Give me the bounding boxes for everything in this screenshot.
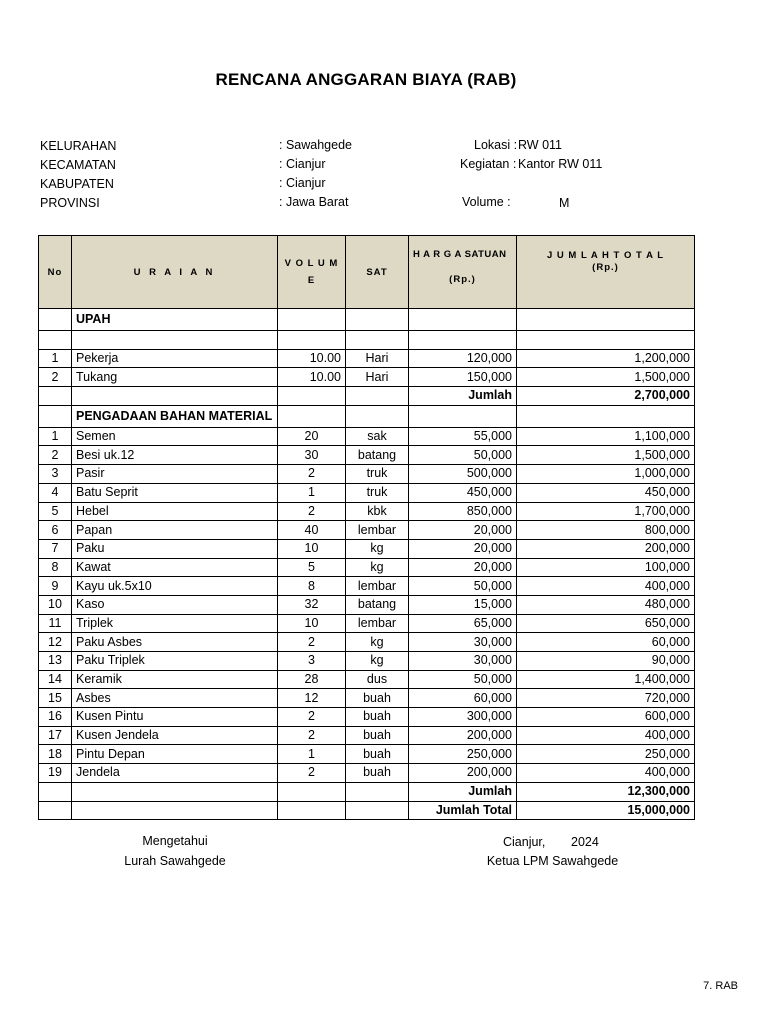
row-uraian: Kusen Jendela: [72, 726, 278, 745]
signature-left-line1: Mengetahui: [142, 834, 208, 848]
row-uraian: Papan: [72, 521, 278, 540]
row-harga: 200,000: [409, 726, 517, 745]
row-sat: kg: [346, 633, 409, 652]
signature-right-city: Cianjur,: [503, 835, 546, 849]
row-total: 450,000: [517, 483, 695, 502]
upah-subtotal-row: [39, 387, 695, 406]
row-sat: Hari: [346, 349, 409, 368]
row-harga: 450,000: [409, 483, 517, 502]
row-no: 2: [39, 446, 72, 465]
section-title-upah: UPAH: [72, 309, 278, 331]
row-no: 4: [39, 483, 72, 502]
material-row-2: [39, 446, 695, 465]
row-total: 250,000: [517, 745, 695, 764]
row-harga: 20,000: [409, 521, 517, 540]
row-total: 400,000: [517, 726, 695, 745]
row-no: 19: [39, 764, 72, 783]
row-volume: 20: [278, 427, 346, 446]
row-volume: 40: [278, 521, 346, 540]
row-volume: 10: [278, 539, 346, 558]
row-uraian: Keramik: [72, 670, 278, 689]
kecamatan-label: KECAMATAN: [40, 158, 116, 172]
row-harga: 55,000: [409, 427, 517, 446]
material-row-13: [39, 652, 695, 671]
row-harga: 50,000: [409, 446, 517, 465]
header-jumlah-total: [517, 236, 695, 309]
row-sat: dus: [346, 670, 409, 689]
row-volume: 2: [278, 764, 346, 783]
row-total: 650,000: [517, 614, 695, 633]
lokasi-label: Lokasi :: [474, 138, 518, 152]
row-sat: batang: [346, 595, 409, 614]
row-harga: 850,000: [409, 502, 517, 521]
row-sat: kg: [346, 539, 409, 558]
row-total: 800,000: [517, 521, 695, 540]
row-sat: lembar: [346, 577, 409, 596]
row-volume: 1: [278, 483, 346, 502]
row-uraian: Paku: [72, 539, 278, 558]
kelurahan-value: : Sawahgede: [279, 138, 352, 152]
row-no: 9: [39, 577, 72, 596]
row-no: 15: [39, 689, 72, 708]
row-no: 10: [39, 595, 72, 614]
row-volume: 30: [278, 446, 346, 465]
provinsi-label: PROVINSI: [40, 196, 100, 210]
row-volume: 10: [278, 614, 346, 633]
row-sat: buah: [346, 689, 409, 708]
row-sat: sak: [346, 427, 409, 446]
header-harga-line2: (Rp.): [449, 274, 476, 285]
material-row-16: [39, 708, 695, 727]
row-harga: 300,000: [409, 708, 517, 727]
row-total: 720,000: [517, 689, 695, 708]
section-row-upah: [39, 309, 695, 331]
page-footer: 7. RAB: [703, 980, 738, 992]
material-row-11: [39, 614, 695, 633]
signature-left-line2: Lurah Sawahgede: [124, 854, 226, 868]
row-volume: 3: [278, 652, 346, 671]
material-row-8: [39, 558, 695, 577]
row-volume: 2: [278, 465, 346, 484]
row-total: 400,000: [517, 764, 695, 783]
material-row-17: [39, 726, 695, 745]
row-total: 1,400,000: [517, 670, 695, 689]
row-harga: 50,000: [409, 577, 517, 596]
row-total: 1,200,000: [517, 349, 695, 368]
upah-subtotal-value: 2,700,000: [517, 387, 695, 406]
row-harga: 65,000: [409, 614, 517, 633]
material-subtotal-label: Jumlah: [409, 782, 517, 801]
row-sat: batang: [346, 446, 409, 465]
row-sat: buah: [346, 764, 409, 783]
row-harga: 60,000: [409, 689, 517, 708]
material-row-12: [39, 633, 695, 652]
kegiatan-value: Kantor RW 011: [518, 157, 603, 171]
row-harga: 120,000: [409, 349, 517, 368]
row-harga: 30,000: [409, 652, 517, 671]
row-total: 1,700,000: [517, 502, 695, 521]
provinsi-value: : Jawa Barat: [279, 195, 349, 209]
header-jumlah-line2: (Rp.): [592, 262, 619, 273]
kabupaten-value: : Cianjur: [279, 176, 326, 190]
row-volume: 1: [278, 745, 346, 764]
row-total: 100,000: [517, 558, 695, 577]
row-harga: 20,000: [409, 539, 517, 558]
row-sat: lembar: [346, 521, 409, 540]
section-row-material: [39, 405, 695, 427]
row-sat: kg: [346, 652, 409, 671]
material-row-19: [39, 764, 695, 783]
row-no: 13: [39, 652, 72, 671]
upah-subtotal-label: Jumlah: [409, 387, 517, 406]
material-row-15: [39, 689, 695, 708]
row-sat: kg: [346, 558, 409, 577]
row-no: 3: [39, 465, 72, 484]
section-title-material: PENGADAAN BAHAN MATERIAL: [72, 405, 278, 427]
row-uraian: Asbes: [72, 689, 278, 708]
row-uraian: Kusen Pintu: [72, 708, 278, 727]
row-no: 5: [39, 502, 72, 521]
row-no: 8: [39, 558, 72, 577]
row-harga: 20,000: [409, 558, 517, 577]
row-volume: 2: [278, 633, 346, 652]
row-no: 18: [39, 745, 72, 764]
signature-right-line2: Ketua LPM Sawahgede: [486, 854, 619, 868]
material-row-10: [39, 595, 695, 614]
row-uraian: Kaso: [72, 595, 278, 614]
row-total: 600,000: [517, 708, 695, 727]
row-volume: 28: [278, 670, 346, 689]
row-harga: 150,000: [409, 368, 517, 387]
material-row-9: [39, 577, 695, 596]
row-volume: 8: [278, 577, 346, 596]
header-volume: V O L U M E: [278, 236, 346, 309]
row-sat: truk: [346, 465, 409, 484]
row-uraian: Paku Asbes: [72, 633, 278, 652]
row-no: 2: [39, 368, 72, 387]
row-harga: 250,000: [409, 745, 517, 764]
grand-total-row: [39, 801, 695, 820]
row-volume: 2: [278, 708, 346, 727]
material-subtotal-value: 12,300,000: [517, 782, 695, 801]
lokasi-value: RW 011: [518, 138, 563, 152]
row-sat: truk: [346, 483, 409, 502]
row-volume: 12: [278, 689, 346, 708]
header-jumlah-line1: J U M L A H T O T A L: [546, 250, 665, 261]
material-subtotal-row: [39, 782, 695, 801]
table-header-row: [39, 236, 695, 309]
row-no: 7: [39, 539, 72, 558]
row-uraian: Batu Seprit: [72, 483, 278, 502]
row-total: 200,000: [517, 539, 695, 558]
row-total: 1,500,000: [517, 368, 695, 387]
kecamatan-value: : Cianjur: [279, 157, 326, 171]
row-no: 11: [39, 614, 72, 633]
header-harga-line1: H A R G A SATUAN: [413, 249, 507, 260]
upah-row-1: [39, 349, 695, 368]
row-uraian: Paku Triplek: [72, 652, 278, 671]
row-uraian: Hebel: [72, 502, 278, 521]
row-volume: 10.00: [278, 368, 346, 387]
row-harga: 200,000: [409, 764, 517, 783]
row-no: 12: [39, 633, 72, 652]
row-volume: 2: [278, 502, 346, 521]
row-no: 16: [39, 708, 72, 727]
row-harga: 30,000: [409, 633, 517, 652]
kabupaten-label: KABUPATEN: [40, 177, 114, 191]
row-volume: 10.00: [278, 349, 346, 368]
material-row-4: [39, 483, 695, 502]
row-sat: buah: [346, 726, 409, 745]
row-sat: buah: [346, 745, 409, 764]
volume-value: M: [559, 196, 570, 210]
header-harga-satuan: [409, 236, 517, 309]
row-volume: 2: [278, 726, 346, 745]
row-uraian: Pintu Depan: [72, 745, 278, 764]
upah-row-2: [39, 368, 695, 387]
row-volume: 32: [278, 595, 346, 614]
row-sat: buah: [346, 708, 409, 727]
volume-label: Volume :: [462, 195, 511, 209]
row-uraian: Jendela: [72, 764, 278, 783]
rab-table: [38, 235, 695, 820]
document-title: RENCANA ANGGARAN BIAYA (RAB): [215, 70, 517, 89]
material-row-1: [39, 427, 695, 446]
row-harga: 500,000: [409, 465, 517, 484]
kelurahan-label: KELURAHAN: [40, 139, 117, 153]
row-no: 6: [39, 521, 72, 540]
row-no: 1: [39, 349, 72, 368]
row-harga: 50,000: [409, 670, 517, 689]
row-no: 17: [39, 726, 72, 745]
material-row-7: [39, 539, 695, 558]
grand-total-value: 15,000,000: [517, 801, 695, 820]
row-uraian: Kawat: [72, 558, 278, 577]
row-harga: 15,000: [409, 595, 517, 614]
row-volume: 5: [278, 558, 346, 577]
grand-total-label: Jumlah Total: [409, 801, 517, 820]
material-row-6: [39, 521, 695, 540]
signature-right-year: 2024: [571, 835, 599, 849]
material-row-3: [39, 465, 695, 484]
row-no: 1: [39, 427, 72, 446]
row-uraian: Semen: [72, 427, 278, 446]
row-total: 1,500,000: [517, 446, 695, 465]
row-total: 400,000: [517, 577, 695, 596]
row-uraian: Kayu uk.5x10: [72, 577, 278, 596]
header-no: No: [39, 236, 72, 309]
kegiatan-label: Kegiatan :: [460, 157, 517, 171]
row-uraian: Triplek: [72, 614, 278, 633]
row-sat: lembar: [346, 614, 409, 633]
header-sat: SAT: [346, 236, 409, 309]
row-uraian: Pasir: [72, 465, 278, 484]
row-no: 14: [39, 670, 72, 689]
row-uraian: Besi uk.12: [72, 446, 278, 465]
row-total: 1,100,000: [517, 427, 695, 446]
row-total: 60,000: [517, 633, 695, 652]
row-total: 90,000: [517, 652, 695, 671]
material-row-14: [39, 670, 695, 689]
row-sat: Hari: [346, 368, 409, 387]
row-total: 1,000,000: [517, 465, 695, 484]
row-uraian: Tukang: [72, 368, 278, 387]
row-total: 480,000: [517, 595, 695, 614]
material-row-18: [39, 745, 695, 764]
row-uraian: Pekerja: [72, 349, 278, 368]
row-sat: kbk: [346, 502, 409, 521]
material-row-5: [39, 502, 695, 521]
header-uraian: U R A I A N: [72, 236, 278, 309]
